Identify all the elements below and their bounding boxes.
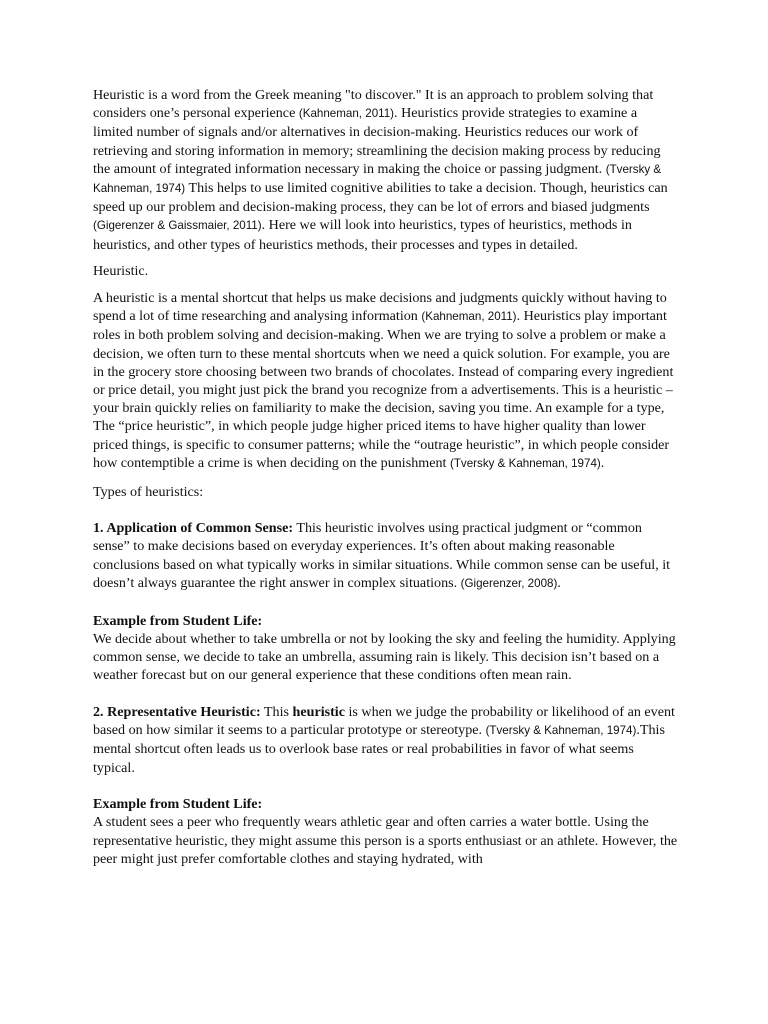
types-heading: Types of heuristics: bbox=[93, 483, 204, 500]
example-2-text: A student sees a peer who frequently wears athletic gear and often carries a water bottle. Using the representative heuristic, they might assume this person is a sports enthusiast or an athlete. However, the peer might just prefer comfortable clothes and staying hydrated, with bbox=[93, 814, 678, 867]
citation: (Kahneman, 2011) bbox=[298, 107, 395, 121]
heuristic-paragraph bbox=[93, 289, 678, 473]
representative-bold-word: heuristic bbox=[292, 703, 345, 720]
example-1-text: We decide about whether to take umbrella or not by looking the sky and feeling the humidity. Applying common sense, we decide to take an umbrella, assuming rain is likely. This decision isn’t based on a weather forecast but on our general experience that these conditions often mean rain. bbox=[93, 630, 676, 684]
common-sense-end: . bbox=[557, 574, 561, 591]
heuristic-text-1: A heuristic is a mental shortcut that helps us make decisions and judgments quickly without having to spend a lot of time researching and analysing information bbox=[93, 290, 667, 325]
citation: (Tversky & Kahneman, 1974) bbox=[93, 162, 662, 196]
intro-text-3: This helps to use limited cognitive abilities to take a decision. Though, heuristics can speed up our problem and decision-making process, they can be lot of errors and biased judgments bbox=[93, 180, 668, 216]
example-2-title bbox=[93, 795, 678, 813]
representative-text-1: This bbox=[260, 703, 293, 720]
representative-paragraph bbox=[93, 703, 678, 777]
example-1-heading: Example from Student Life: bbox=[93, 612, 263, 629]
common-sense-text: This heuristic involves using practical judgment or “common sense” to make decisions based on everyday experiences. It’s often about making reasonable conclusions based on what typically works in similar situations. While common sense can be useful, it doesn’t always guarantee the right answer in complex situations. bbox=[93, 520, 671, 591]
common-sense-paragraph bbox=[93, 519, 678, 593]
citation: (Tversky & Kahneman, 1974) bbox=[485, 724, 637, 738]
citation: (Tversky & Kahneman, 1974) bbox=[449, 456, 601, 470]
intro-text-1: Heuristic is a word from the Greek meaning "to discover." It is an approach to problem solving that considers one’s personal experience bbox=[93, 87, 654, 122]
example-2-heading: Example from Student Life: bbox=[93, 796, 263, 813]
citation: (Kahneman, 2011) bbox=[421, 310, 517, 324]
representative-title: 2. Representative Heuristic: bbox=[93, 703, 261, 720]
document-page bbox=[93, 86, 678, 868]
common-sense-title: 1. Application of Common Sense: bbox=[93, 520, 294, 537]
representative-text-2: is when we judge the probability or likelihood of an event based on how similar it seems to a particular prototype or stereotype. bbox=[93, 703, 675, 739]
heuristic-heading: Heuristic. bbox=[93, 263, 149, 280]
representative-text-3: .This mental shortcut often leads us to overlook base rates or real probabilities in favor of what seems typical. bbox=[93, 722, 665, 776]
intro-text-2: . Heuristics provide strategies to examine a limited number of signals and/or alternatives in decision-making. Heuristics reduces our work of retrieving and storing information in memory; streamlining the decision making process by reducing the amount of integrated information necessary in making the choice or passing judgment. bbox=[93, 105, 661, 177]
heuristic-text-2: . Heuristics play important roles in both problem solving and decision-making. When we are trying to solve a problem or make a decision, we often turn to these mental shortcuts when we need a quick solution. For example, you are in the grocery store choosing between two brands of chocolates. Instead of comparing every ingredient or price detail, you might just pick the brand you recognize from a advertisements. This is a heuristic – your brain quickly relies on familiarity to make the decision, saving you time. An example for a type, The “price heuristic”, in which people judge higher priced items to have higher quality than lower priced things, is specific to consumer patterns; while the “outrage heuristic”, in which people consider how contemptible a crime is when deciding on the punishment bbox=[93, 308, 674, 471]
intro-text-4: . Here we will look into heuristics, types of heuristics, methods in heuristics, and other types of heuristics methods, their processes and types in detailed. bbox=[93, 217, 632, 253]
example-1-title bbox=[93, 612, 678, 630]
citation: (Gigerenzer, 2008) bbox=[460, 576, 558, 590]
citation: (Gigerenzer & Gaissmaier, 2011) bbox=[93, 219, 262, 233]
intro-paragraph bbox=[93, 86, 678, 254]
heuristic-text-3: . bbox=[600, 454, 605, 471]
